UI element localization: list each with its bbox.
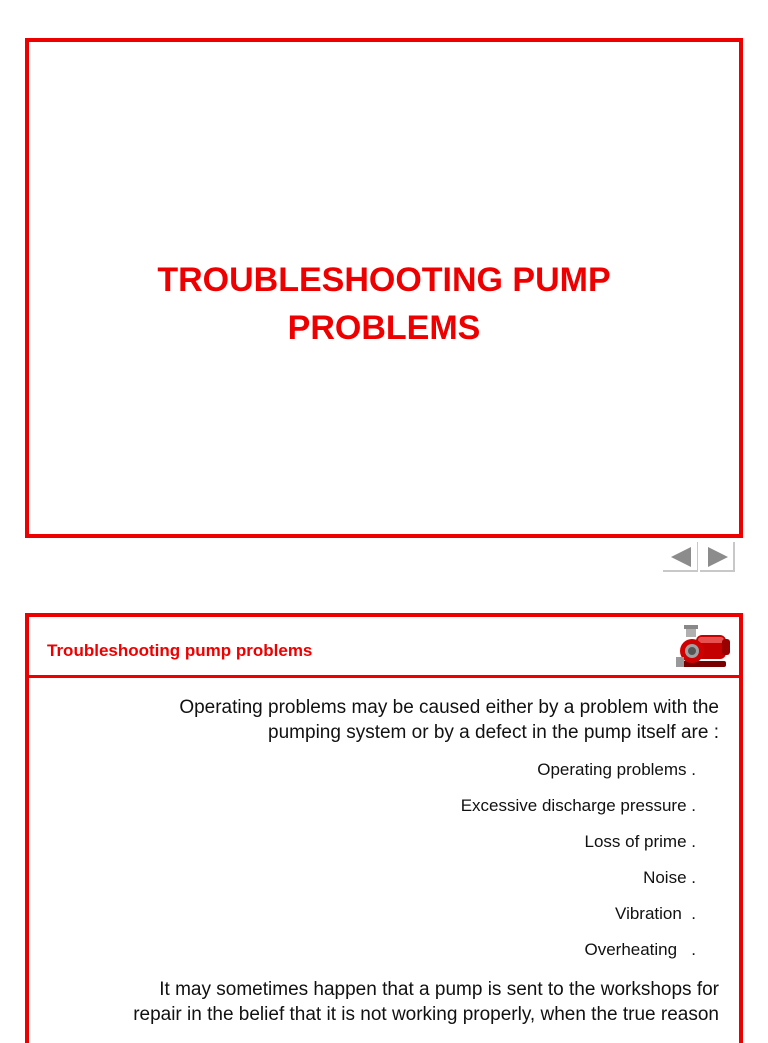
content-slide-title: Troubleshooting pump problems	[47, 641, 313, 660]
list-item: Overheating .	[584, 940, 696, 959]
outro-line-1: It may sometimes happen that a pump is sent to the workshops for	[159, 979, 719, 1000]
content-slide	[25, 613, 743, 1043]
previous-slide-button[interactable]	[663, 542, 698, 572]
title-slide	[25, 38, 743, 538]
slide-title	[29, 256, 739, 352]
slide-title-line-2: PROBLEMS	[287, 309, 481, 347]
list-item: Operating problems .	[537, 760, 696, 779]
intro-line-2: pumping system or by a defect in the pump itself are :	[268, 722, 719, 743]
list-item: Vibration .	[615, 904, 696, 923]
intro-paragraph	[59, 695, 719, 745]
slide-navigation	[663, 542, 735, 572]
triangle-right-icon	[704, 545, 732, 569]
slide-title-line-1: TROUBLESHOOTING PUMP	[157, 261, 611, 299]
content-slide-header	[29, 617, 739, 678]
triangle-left-icon	[667, 545, 695, 569]
list-item: Noise .	[643, 868, 696, 887]
outro-line-2: repair in the belief that it is not working properly, when the true reason	[133, 1004, 719, 1025]
intro-line-1: Operating problems may be caused either by a problem with the	[179, 697, 719, 718]
pump-icon	[674, 621, 734, 675]
list-item: Excessive discharge pressure .	[460, 796, 696, 815]
outro-paragraph	[59, 977, 719, 1027]
list-item: Loss of prime .	[584, 832, 696, 851]
next-slide-button[interactable]	[700, 542, 735, 572]
